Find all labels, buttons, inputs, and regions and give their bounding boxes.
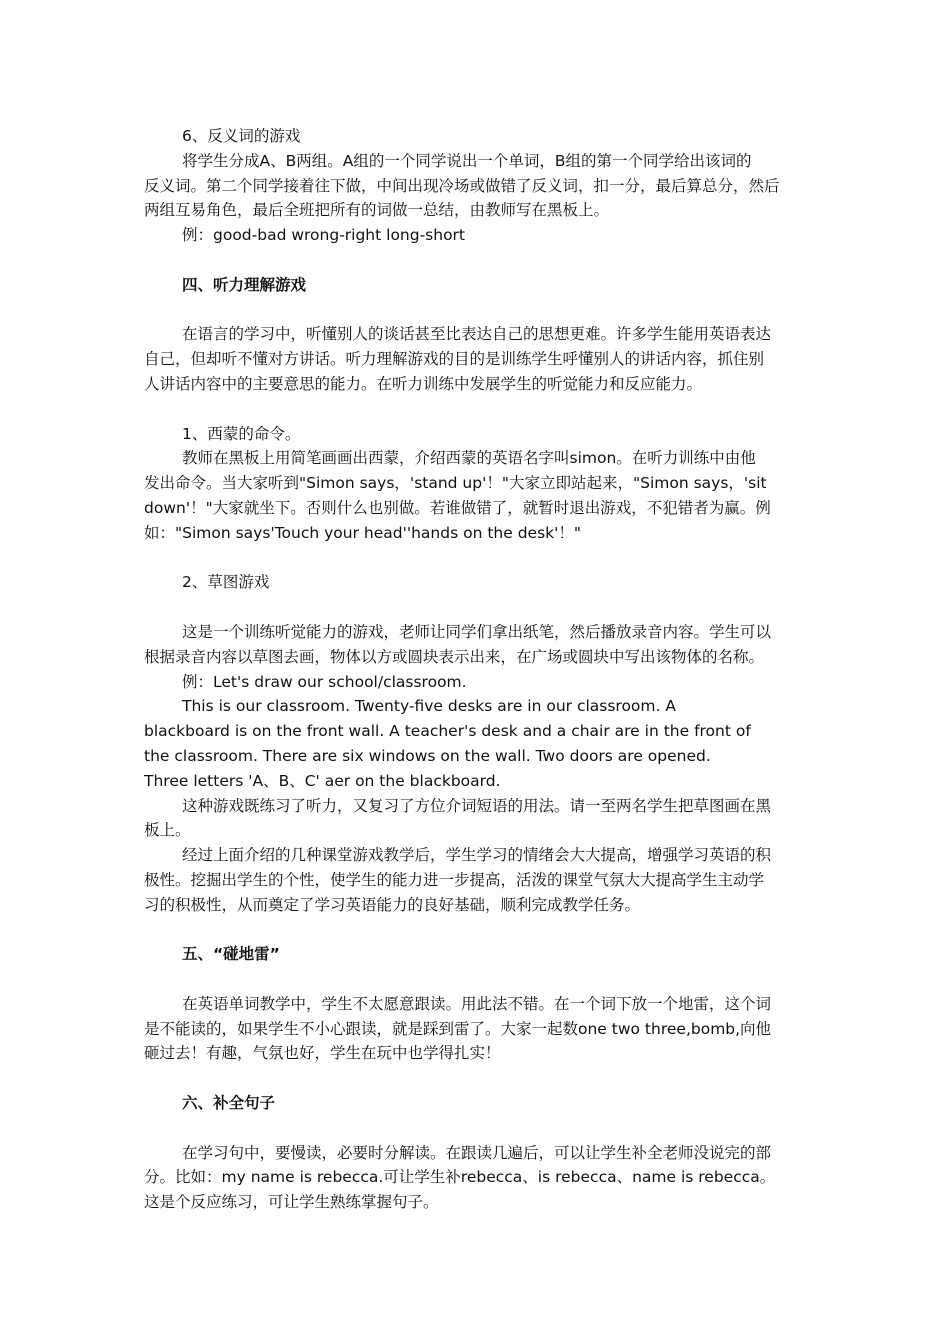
passage-line: the classroom. There are six windows on the wall. Two doors are opened. bbox=[144, 746, 711, 765]
paragraph-line: 分。比如：my name is rebecca.可让学生补rebecca、is rebecca、name is rebecca。 bbox=[144, 1168, 776, 1187]
passage-line: This is our classroom. Twenty-five desks are in our classroom. A bbox=[182, 697, 676, 716]
passage-line: Three letters 'A、B、C' aer on the blackboard. bbox=[144, 771, 501, 790]
paragraph-line: 是不能读的，如果学生不小心跟读，就是踩到雷了。大家一起数one two three,bomb,向他 bbox=[144, 1019, 772, 1038]
section-6-title: 6、反义词的游戏 bbox=[182, 127, 301, 145]
paragraph-line: 反义词。第二个同学接着往下做，中间出现冷场或做错了反义词，扣一分，最后算总分，然后 bbox=[144, 176, 780, 195]
heading-5: 五、“碰地雷” bbox=[182, 945, 280, 964]
paragraph-line: 习的积极性，从而奠定了学习英语能力的良好基础，顺利完成教学任务。 bbox=[144, 895, 641, 914]
example-line: 例：Let's draw our school/classroom. bbox=[182, 672, 467, 691]
paragraph-line: 人讲话内容中的主要意思的能力。在听力训练中发展学生的听觉能力和反应能力。 bbox=[144, 374, 703, 393]
paragraph-line: 这是个反应练习，可让学生熟练掌握句子。 bbox=[144, 1193, 439, 1212]
paragraph-line: 将学生分成A、B两组。A组的一个同学说出一个单词，B组的第一个同学给出该词的 bbox=[182, 151, 752, 170]
subsection-1-title: 1、西蒙的命令。 bbox=[182, 424, 301, 443]
paragraph-line: 如："Simon says'Touch your head''hands on the desk'！" bbox=[144, 523, 582, 542]
paragraph-line: 板上。 bbox=[144, 821, 191, 840]
subsection-2-title: 2、草图游戏 bbox=[182, 573, 270, 592]
paragraph-line: 两组互易角色，最后全班把所有的词做一总结，由教师写在黑板上。 bbox=[144, 201, 610, 220]
paragraph-line: 发出命令。当大家听到"Simon says，'stand up'！"大家立即站起来，"Simon says，'sit bbox=[144, 474, 767, 493]
paragraph-line: 这是一个训练听觉能力的游戏，老师让同学们拿出纸笔，然后播放录音内容。学生可以 bbox=[182, 622, 772, 641]
paragraph-line: 这种游戏既练习了听力，又复习了方位介词短语的用法。请一至两名学生把草图画在黑 bbox=[182, 796, 772, 815]
document-body bbox=[144, 124, 808, 1215]
paragraph-line: 自己，但却听不懂对方讲话。听力理解游戏的目的是训练学生呼懂别人的讲话内容，抓住别 bbox=[144, 350, 765, 369]
paragraph-line: 根据录音内容以草图去画，物体以方或圆块表示出来，在广场或圆块中写出该物体的名称。 bbox=[144, 647, 765, 666]
paragraph-line: 砸过去！有趣，气氛也好，学生在玩中也学得扎实！ bbox=[144, 1044, 501, 1063]
heading-6: 六、补全句子 bbox=[182, 1094, 276, 1113]
paragraph-line: 经过上面介绍的几种课堂游戏教学后，学生学习的情绪会大大提高，增强学习英语的积 bbox=[182, 846, 772, 865]
paragraph-line: 在英语单词教学中，学生不太愿意跟读。用此法不错。在一个词下放一个地雷，这个词 bbox=[182, 994, 772, 1013]
example-line: 例：good-bad wrong-right long-short bbox=[182, 226, 466, 245]
heading-4: 四、听力理解游戏 bbox=[182, 275, 307, 294]
paragraph-line: 在学习句中，要慢读，必要时分解读。在跟读几遍后，可以让学生补全老师没说完的部 bbox=[182, 1143, 772, 1162]
paragraph-line: 在语言的学习中，听懂别人的谈话甚至比表达自己的思想更难。许多学生能用英语表达 bbox=[182, 325, 772, 344]
passage-line: blackboard is on the front wall. A teacher's desk and a chair are in the front of bbox=[144, 722, 751, 741]
paragraph-line: down'！"大家就坐下。否则什么也别做。若谁做错了，就暂时退出游戏，不犯错者为赢。例 bbox=[144, 498, 771, 517]
paragraph-line: 教师在黑板上用简笔画画出西蒙，介绍西蒙的英语名字叫simon。在听力训练中由他 bbox=[182, 449, 756, 468]
paragraph-line: 极性。挖掘出学生的个性，使学生的能力进一步提高，活泼的课堂气氛大大提高学生主动学 bbox=[144, 870, 765, 889]
